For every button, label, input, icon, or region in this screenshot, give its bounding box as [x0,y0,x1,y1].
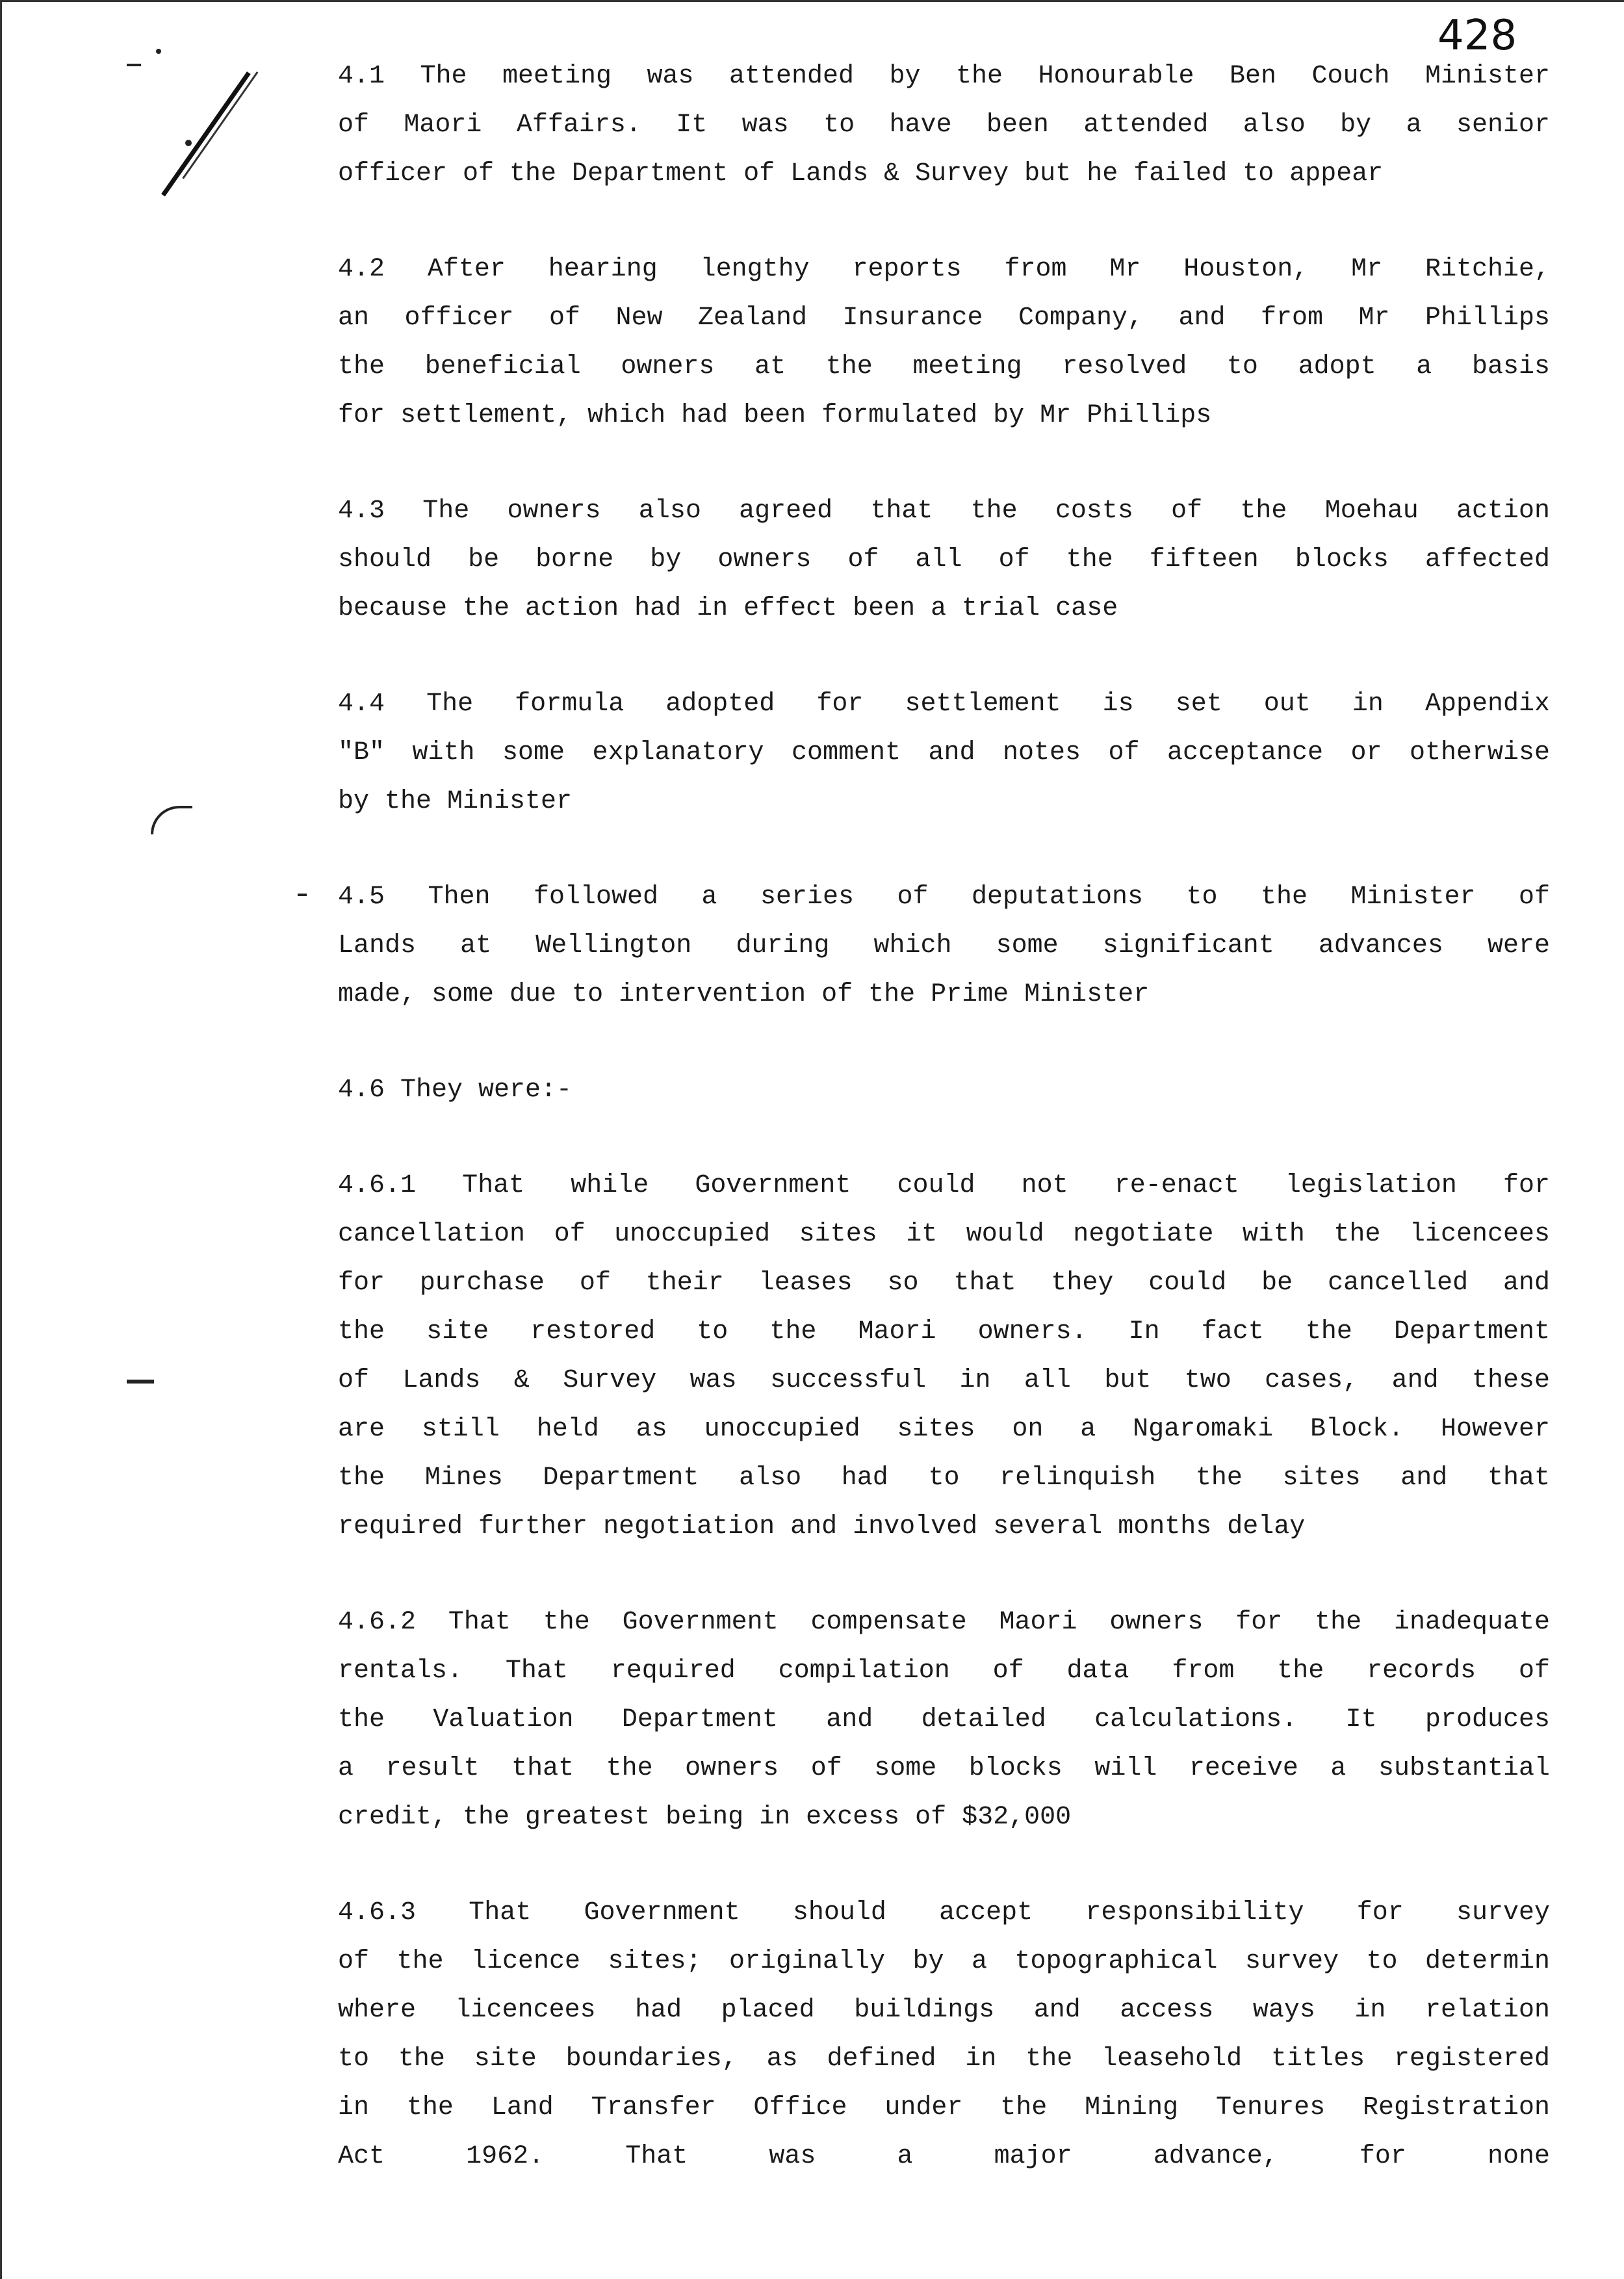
margin-arc-mark [151,806,192,834]
text-line: credit, the greatest being in excess of $32,000 [338,1803,1072,1832]
text-line: because the action had in effect been a trial case [338,594,1118,623]
margin-dash [127,1380,154,1384]
margin-dot [185,140,192,146]
text-line: 4.6.2 That the Government compensate Maori owners for the inadequate [338,1608,1550,1637]
text-line: of Lands & Survey was successful in all but two cases, and these [338,1366,1550,1395]
text-line: Lands at Wellington during which some significant advances were [338,931,1550,960]
text-line: 4.2 After hearing lengthy reports from Mr Houston, Mr Ritchie, [338,255,1550,284]
text-line: a result that the owners of some blocks will receive a substantial [338,1754,1550,1783]
page-number: 428 [1437,12,1517,60]
paragraph-4-6-3 [338,1888,1550,2181]
text-line: the Mines Department also had to relinquish the sites and that [338,1463,1550,1493]
text-line: 4.3 The owners also agreed that the costs of the Moehau action [338,496,1550,526]
paragraph-4-1 [338,52,1550,198]
text-line: 4.6.1 That while Government could not re-enact legislation for [338,1171,1550,1200]
text-line: for purchase of their leases so that they could be cancelled and [338,1268,1550,1298]
text-line: required further negotiation and involved several months delay [338,1512,1306,1541]
paragraph-4-3 [338,487,1550,633]
text-line: rentals. That required compilation of data from the records of [338,1656,1550,1686]
document-body [338,52,1550,2228]
paragraph-4-5 [338,873,1550,1019]
text-line: of Maori Affairs. It was to have been attended also by a senior [338,110,1550,140]
margin-dash [127,64,141,66]
margin-dot [156,49,161,54]
paragraph-4-6-2 [338,1598,1550,1842]
text-line: should be borne by owners of all of the fifteen blocks affected [338,545,1550,574]
text-line: 4.1 The meeting was attended by the Honourable Ben Couch Minister [338,62,1550,91]
text-line: the beneficial owners at the meeting resolved to adopt a basis [338,352,1550,381]
text-line: 4.5 Then followed a series of deputations to the Minister of [338,882,1550,912]
paragraph-4-6 [338,1066,1550,1114]
margin-dash [298,894,307,896]
text-line: the Valuation Department and detailed calculations. It produces [338,1705,1550,1734]
text-line: 4.6 They were:- [338,1075,573,1105]
text-line: by the Minister [338,787,573,816]
margin-slash-mark-secondary [182,71,263,183]
text-line: in the Land Transfer Office under the Mining Tenures Registration [338,2093,1550,2122]
text-line: the site restored to the Maori owners. In fact the Department [338,1317,1550,1346]
text-line: 4.6.3 That Government should accept responsibility for survey [338,1898,1550,1927]
paragraph-4-2 [338,245,1550,440]
page-left-edge [0,0,2,2279]
text-line: "B" with some explanatory comment and notes of acceptance or otherwise [338,738,1550,767]
page-top-edge [0,0,1624,2]
text-line: cancellation of unoccupied sites it would negotiate with the licencees [338,1220,1550,1249]
text-line: are still held as unoccupied sites on a Ngaromaki Block. However [338,1415,1550,1444]
text-line: made, some due to intervention of the Prime Minister [338,980,1150,1009]
text-line: officer of the Department of Lands & Survey but he failed to appear [338,159,1384,188]
paragraph-4-4 [338,680,1550,826]
text-line: for settlement, which had been formulated by Mr Phillips [338,401,1212,430]
text-line: to the site boundaries, as defined in the leasehold titles registered [338,2044,1550,2074]
text-line: Act 1962. That was a major advance, for none [338,2142,1550,2171]
text-line: an officer of New Zealand Insurance Company, and from Mr Phillips [338,303,1550,333]
paragraph-4-6-1 [338,1161,1550,1551]
text-line: where licencees had placed buildings and access ways in relation [338,1996,1550,2025]
text-line: of the licence sites; originally by a topographical survey to determin [338,1947,1550,1976]
text-line: 4.4 The formula adopted for settlement is set out in Appendix [338,689,1550,719]
